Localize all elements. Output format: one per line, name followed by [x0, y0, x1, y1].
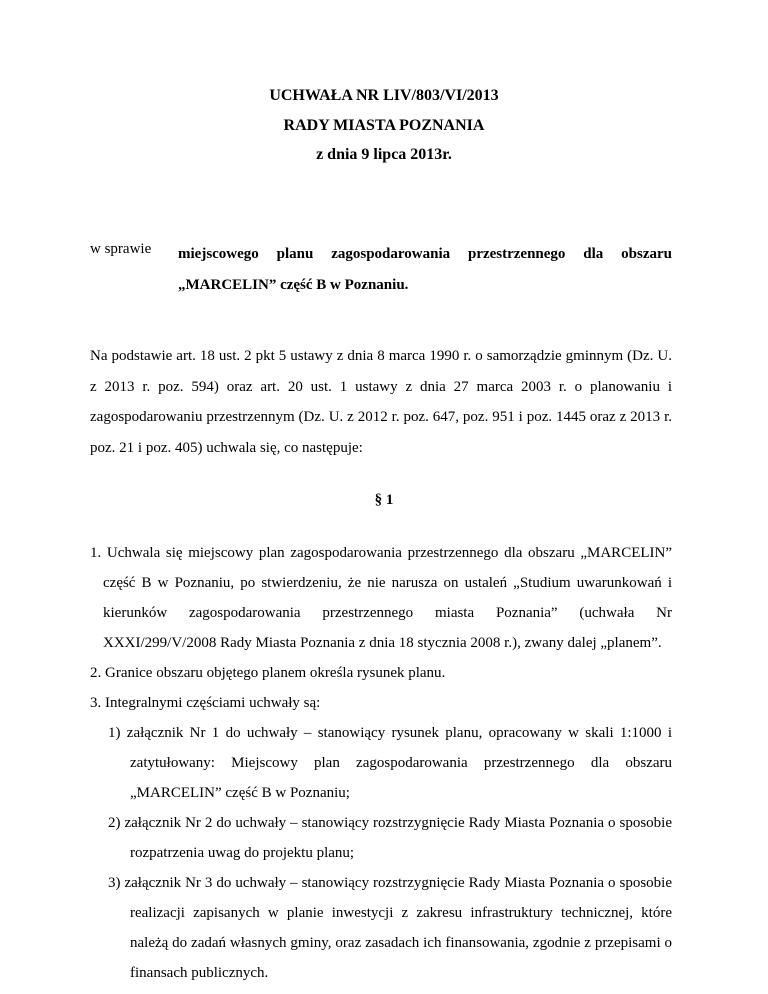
- item-text: Granice obszaru objętego planem określa rysunek planu.: [105, 665, 446, 681]
- sub-list-item: [108, 868, 672, 988]
- list-item: [90, 658, 672, 688]
- subitem-number: 3): [108, 875, 121, 891]
- subject-line-1: miejscowego planu zagospodarowania przestrzennego dla obszaru: [178, 246, 672, 262]
- item-number: 2.: [90, 665, 102, 681]
- list-item: [90, 688, 672, 718]
- subitem-number: 2): [108, 815, 121, 831]
- sub-list-item: [108, 718, 672, 808]
- subject-line-2: „MARCELIN” część B w Poznaniu.: [178, 277, 409, 293]
- subitem-text: załącznik Nr 2 do uchwały – stanowiący rozstrzygnięcie Rady Miasta Poznania o sposobie rozpatrzenia uwag do projektu planu;: [124, 815, 673, 861]
- section-title: § 1: [374, 492, 394, 508]
- council-name: RADY MIASTA POZNANIA: [283, 117, 485, 134]
- item-text: Integralnymi częściami uchwały są:: [105, 695, 321, 711]
- item-number: 1.: [90, 545, 102, 561]
- resolution-number: UCHWAŁA NR LIV/803/VI/2013: [269, 87, 499, 104]
- list-item: [90, 538, 672, 658]
- item-text: Uchwala się miejscowy plan zagospodarowania przestrzennego dla obszaru „MARCELIN” część B w Poznaniu, po stwierdzeniu, że nie narusza on ustaleń „Studium uwarunkowań i kierunków zagospodarowania przestrzennego miasta Poznania” (uchwała Nr XXXI/299/V/2008 Rady Miasta Poznania z dnia 18 stycznia 2008 r.), zwany dalej „planem”.: [103, 545, 673, 651]
- section-items: [90, 538, 672, 988]
- legal-basis-paragraph: Na podstawie art. 18 ust. 2 pkt 5 ustawy z dnia 8 marca 1990 r. o samorządzie gminnym (Dz. U. z 2013 r. poz. 594) oraz art. 20 ust. 1 ustawy z dnia 27 marca 2003 r. o planowaniu i zagospodarowaniu przestrzennym (Dz. U. z 2012 r. poz. 647, poz. 951 i poz. 1445 oraz z 2013 r. poz. 21 i poz. 405) uchwala się, co następuje:: [90, 348, 672, 456]
- sub-list: [108, 718, 672, 988]
- subitem-text: załącznik Nr 1 do uchwały – stanowiący rysunek planu, opracowany w skali 1:1000 i zatytułowany: Miejscowy plan zagospodarowania przestrzennego dla obszaru „MARCELIN” część B w Poznaniu;: [126, 725, 673, 801]
- sub-list-item: [108, 808, 672, 868]
- subject-text: [178, 239, 672, 301]
- subitem-number: 1): [108, 725, 121, 741]
- resolution-date: z dnia 9 lipca 2013r.: [316, 146, 452, 163]
- item-number: 3.: [90, 695, 102, 711]
- subitem-text: załącznik Nr 3 do uchwały – stanowiący rozstrzygnięcie Rady Miasta Poznania o sposobie realizacji zapisanych w planie inwestycji z zakresu infrastruktury technicznej, które należą do zadań własnych gminy, oraz zasadach ich finansowania, zgodnie z przepisami o finansach publicznych.: [124, 875, 673, 981]
- subject-label: w sprawie: [90, 241, 152, 257]
